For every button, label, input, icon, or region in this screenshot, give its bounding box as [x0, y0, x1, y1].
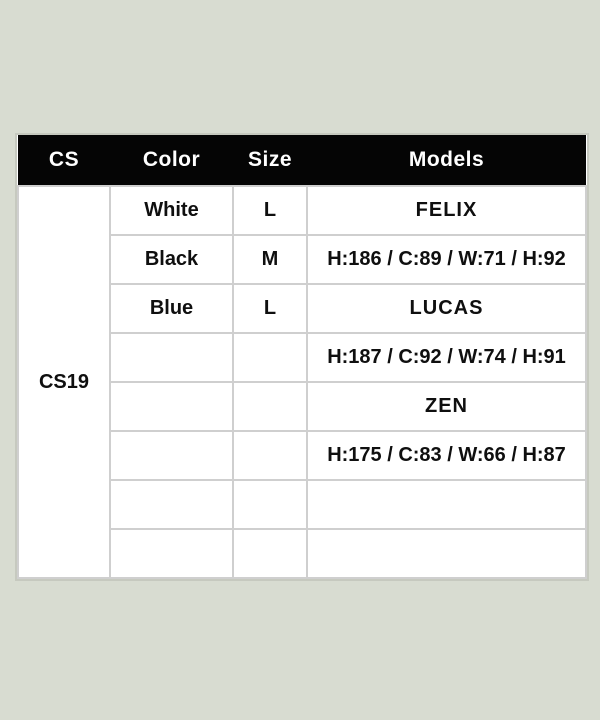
header-row: [18, 135, 586, 186]
color-cell: [110, 333, 233, 382]
model-measurements-cell: H:186 / C:89 / W:71 / H:92: [307, 235, 586, 284]
model-name-cell: FELIX: [307, 186, 586, 235]
size-cell: M: [233, 235, 307, 284]
model-measurements-cell: H:175 / C:83 / W:66 / H:87: [307, 431, 586, 480]
size-cell: [233, 480, 307, 529]
header-cell-cs: CS: [18, 135, 110, 186]
size-chart-table: [17, 135, 587, 579]
size-cell: [233, 431, 307, 480]
cs-group-cell: CS19: [18, 186, 110, 578]
header-cell-color: Color: [110, 135, 233, 186]
model-measurements-cell: H:187 / C:92 / W:74 / H:91: [307, 333, 586, 382]
size-chart-header: [18, 135, 586, 186]
size-cell: L: [233, 186, 307, 235]
table-row: [18, 186, 586, 235]
model-name-cell: ZEN: [307, 382, 586, 431]
size-cell: [233, 529, 307, 578]
size-cell: L: [233, 284, 307, 333]
size-cell: [233, 333, 307, 382]
size-chart-container: [15, 133, 589, 581]
model-name-cell: LUCAS: [307, 284, 586, 333]
color-cell: Blue: [110, 284, 233, 333]
header-cell-size: Size: [233, 135, 307, 186]
model-measurements-cell: [307, 529, 586, 578]
color-cell: White: [110, 186, 233, 235]
size-cell: [233, 382, 307, 431]
model-measurements-cell: [307, 480, 586, 529]
color-cell: Black: [110, 235, 233, 284]
header-cell-models: Models: [307, 135, 586, 186]
color-cell: [110, 382, 233, 431]
color-cell: [110, 431, 233, 480]
color-cell: [110, 480, 233, 529]
color-cell: [110, 529, 233, 578]
size-chart-body: [18, 186, 586, 578]
